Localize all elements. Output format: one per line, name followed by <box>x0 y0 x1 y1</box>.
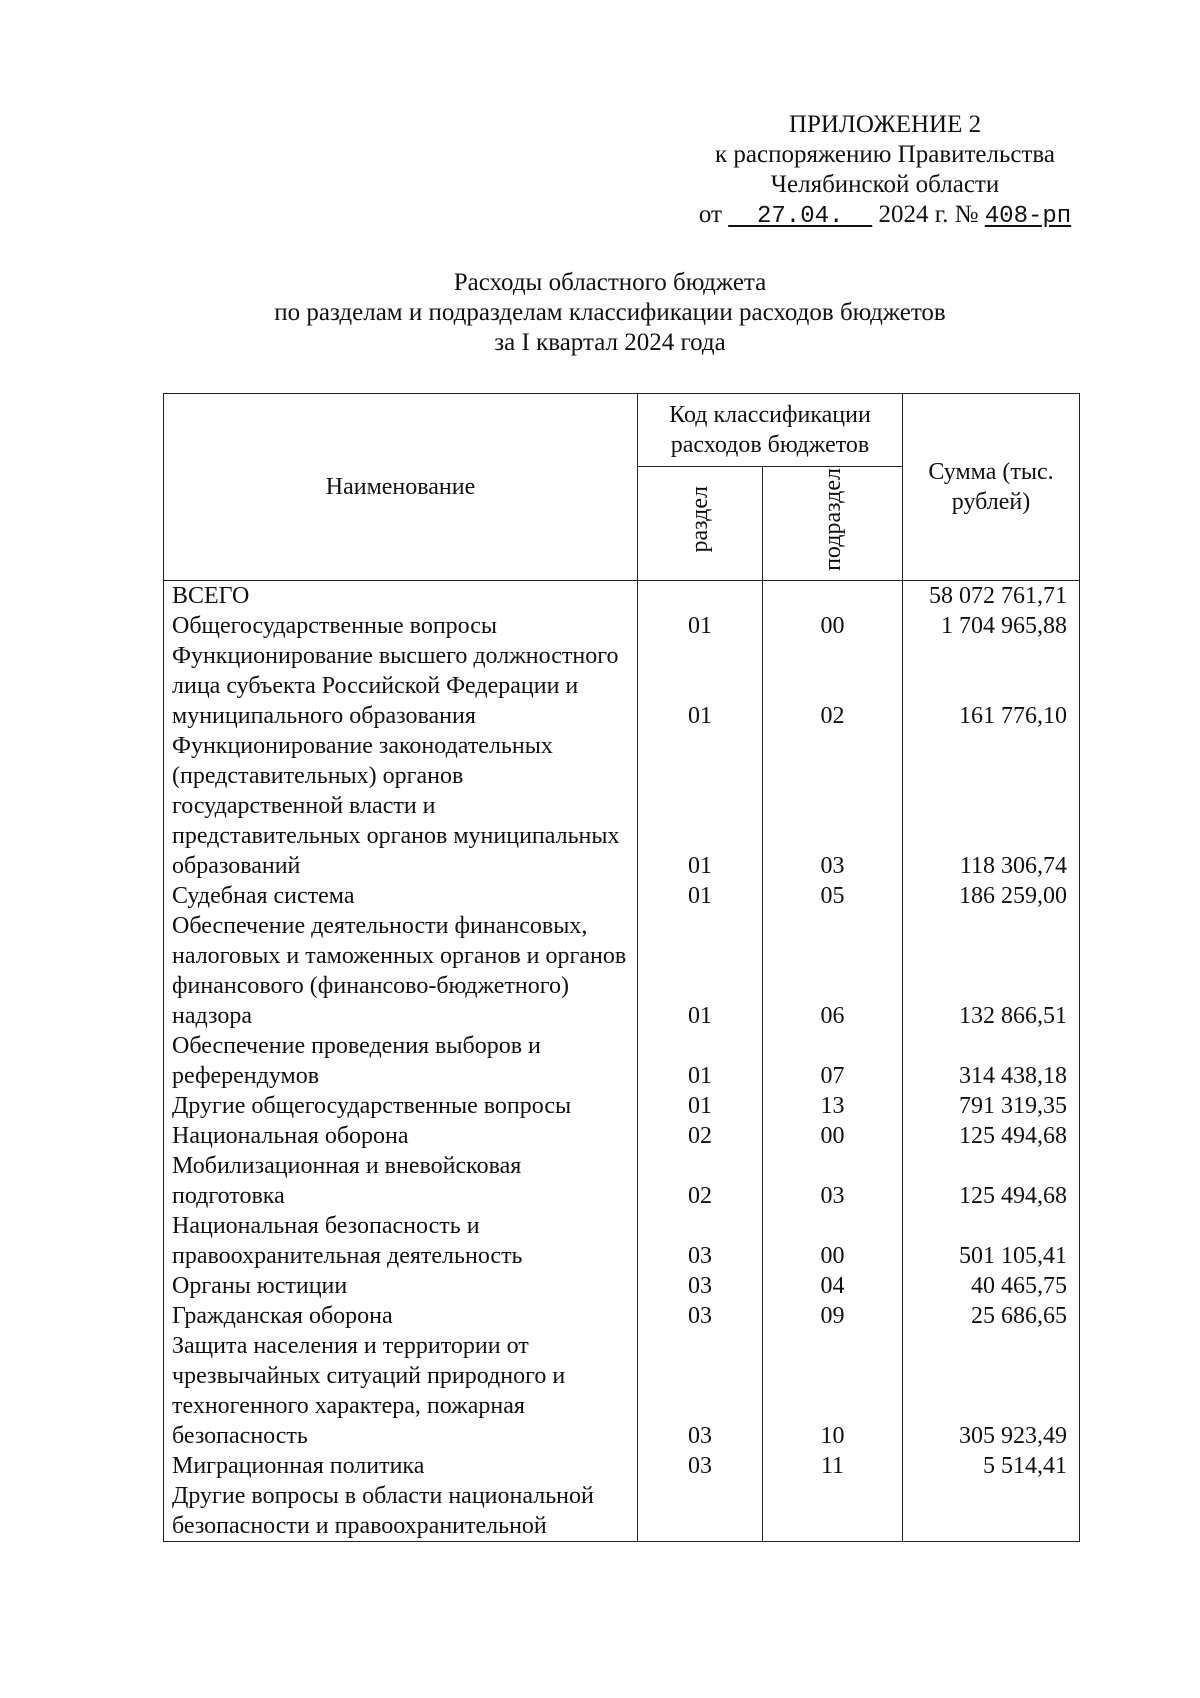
table-row <box>164 1031 1080 1091</box>
row-name: Мобилизационная и вневойсковая подготовка <box>164 1151 638 1211</box>
table-row <box>164 611 1080 641</box>
row-razdel: 01 <box>638 881 763 911</box>
row-podrazdel: 09 <box>763 1301 903 1331</box>
table-row <box>164 641 1080 731</box>
row-razdel: 01 <box>638 1091 763 1121</box>
table-row <box>164 1301 1080 1331</box>
order-reference: к распоряжению Правительства <box>714 141 1055 168</box>
row-razdel: 03 <box>638 1301 763 1331</box>
table-body <box>164 581 1080 1542</box>
row-name: Национальная оборона <box>164 1121 638 1151</box>
row-podrazdel <box>763 581 903 612</box>
row-razdel: 02 <box>638 1121 763 1151</box>
title-line-3: за I квартал 2024 года <box>494 329 726 356</box>
row-razdel <box>638 1481 763 1542</box>
order-number: 408-рп <box>984 203 1072 230</box>
row-podrazdel: 03 <box>763 731 903 881</box>
row-name: Судебная система <box>164 881 638 911</box>
row-sum: 125 494,68 <box>903 1121 1080 1151</box>
header-name: Наименование <box>164 394 638 581</box>
row-razdel: 03 <box>638 1451 763 1481</box>
row-name: Функционирование законодательных (представительных) органов государственной власти и представительных органов муниципальных образований <box>164 731 638 881</box>
table-row <box>164 1121 1080 1151</box>
row-name: Обеспечение проведения выборов и референдумов <box>164 1031 638 1091</box>
budget-table <box>163 393 1080 1542</box>
table-row <box>164 1331 1080 1451</box>
row-podrazdel: 11 <box>763 1451 903 1481</box>
row-podrazdel: 03 <box>763 1151 903 1211</box>
row-sum: 118 306,74 <box>903 731 1080 881</box>
row-name: Обеспечение деятельности финансовых, налоговых и таможенных органов и органов финансового (финансово-бюджетного) надзора <box>164 911 638 1031</box>
row-podrazdel: 00 <box>763 1211 903 1271</box>
date-prefix: от <box>698 201 722 228</box>
row-sum: 25 686,65 <box>903 1301 1080 1331</box>
row-sum: 314 438,18 <box>903 1031 1080 1091</box>
header-sum: Сумма (тыс. рублей) <box>903 394 1080 581</box>
table-row <box>164 1271 1080 1301</box>
row-sum: 58 072 761,71 <box>903 581 1080 612</box>
row-sum: 132 866,51 <box>903 911 1080 1031</box>
header-razdel-cell <box>638 467 763 581</box>
row-name: Функционирование высшего должностного лица субъекта Российской Федерации и муниципального образования <box>164 641 638 731</box>
appendix-header <box>690 110 1080 232</box>
region-name: Челябинской области <box>770 171 1000 198</box>
row-podrazdel: 06 <box>763 911 903 1031</box>
row-podrazdel: 05 <box>763 881 903 911</box>
table-row <box>164 1451 1080 1481</box>
row-sum: 125 494,68 <box>903 1151 1080 1211</box>
row-sum: 161 776,10 <box>903 641 1080 731</box>
row-podrazdel: 07 <box>763 1031 903 1091</box>
table-row <box>164 911 1080 1031</box>
row-razdel: 01 <box>638 641 763 731</box>
row-razdel <box>638 581 763 612</box>
table-row <box>164 1151 1080 1211</box>
table-row <box>164 731 1080 881</box>
table-row <box>164 881 1080 911</box>
row-razdel: 01 <box>638 1031 763 1091</box>
title-line-1: Расходы областного бюджета <box>453 269 767 296</box>
row-razdel: 01 <box>638 911 763 1031</box>
row-podrazdel: 04 <box>763 1271 903 1301</box>
header-code-group: Код классификации расходов бюджетов <box>638 394 903 467</box>
row-sum: 186 259,00 <box>903 881 1080 911</box>
row-name: Гражданская оборона <box>164 1301 638 1331</box>
order-date-line <box>690 200 1080 232</box>
row-name: Органы юстиции <box>164 1271 638 1301</box>
table-row <box>164 1211 1080 1271</box>
row-name: Миграционная политика <box>164 1451 638 1481</box>
header-podrazdel-cell <box>763 467 903 581</box>
row-podrazdel: 10 <box>763 1331 903 1451</box>
row-sum <box>903 1481 1080 1542</box>
table-row <box>164 581 1080 612</box>
row-name: Национальная безопасность и правоохранительная деятельность <box>164 1211 638 1271</box>
row-razdel: 03 <box>638 1211 763 1271</box>
title-line-2: по разделам и подразделам классификации расходов бюджетов <box>274 299 946 326</box>
row-name: Другие вопросы в области национальной безопасности и правоохранительной <box>164 1481 638 1542</box>
row-podrazdel: 00 <box>763 611 903 641</box>
order-date: 27.04. <box>756 203 844 230</box>
row-sum: 791 319,35 <box>903 1091 1080 1121</box>
row-name: Общегосударственные вопросы <box>164 611 638 641</box>
table-row <box>164 1481 1080 1542</box>
order-year-number-label: 2024 г. № <box>878 201 979 228</box>
row-podrazdel <box>763 1481 903 1542</box>
row-sum: 1 704 965,88 <box>903 611 1080 641</box>
header-razdel: раздел <box>687 486 713 553</box>
header-podrazdel: подраздел <box>819 468 846 571</box>
row-sum: 40 465,75 <box>903 1271 1080 1301</box>
row-podrazdel: 00 <box>763 1121 903 1151</box>
row-razdel: 01 <box>638 731 763 881</box>
row-sum: 501 105,41 <box>903 1211 1080 1271</box>
row-name: Защита населения и территории от чрезвычайных ситуаций природного и техногенного характера, пожарная безопасность <box>164 1331 638 1451</box>
row-name: ВСЕГО <box>164 581 638 612</box>
document-title <box>150 268 1070 358</box>
row-sum: 5 514,41 <box>903 1451 1080 1481</box>
row-razdel: 03 <box>638 1331 763 1451</box>
row-razdel: 02 <box>638 1151 763 1211</box>
row-podrazdel: 02 <box>763 641 903 731</box>
appendix-label: ПРИЛОЖЕНИЕ 2 <box>788 111 982 138</box>
row-razdel: 01 <box>638 611 763 641</box>
row-razdel: 03 <box>638 1271 763 1301</box>
row-sum: 305 923,49 <box>903 1331 1080 1451</box>
row-name: Другие общегосударственные вопросы <box>164 1091 638 1121</box>
row-podrazdel: 13 <box>763 1091 903 1121</box>
table-row <box>164 1091 1080 1121</box>
